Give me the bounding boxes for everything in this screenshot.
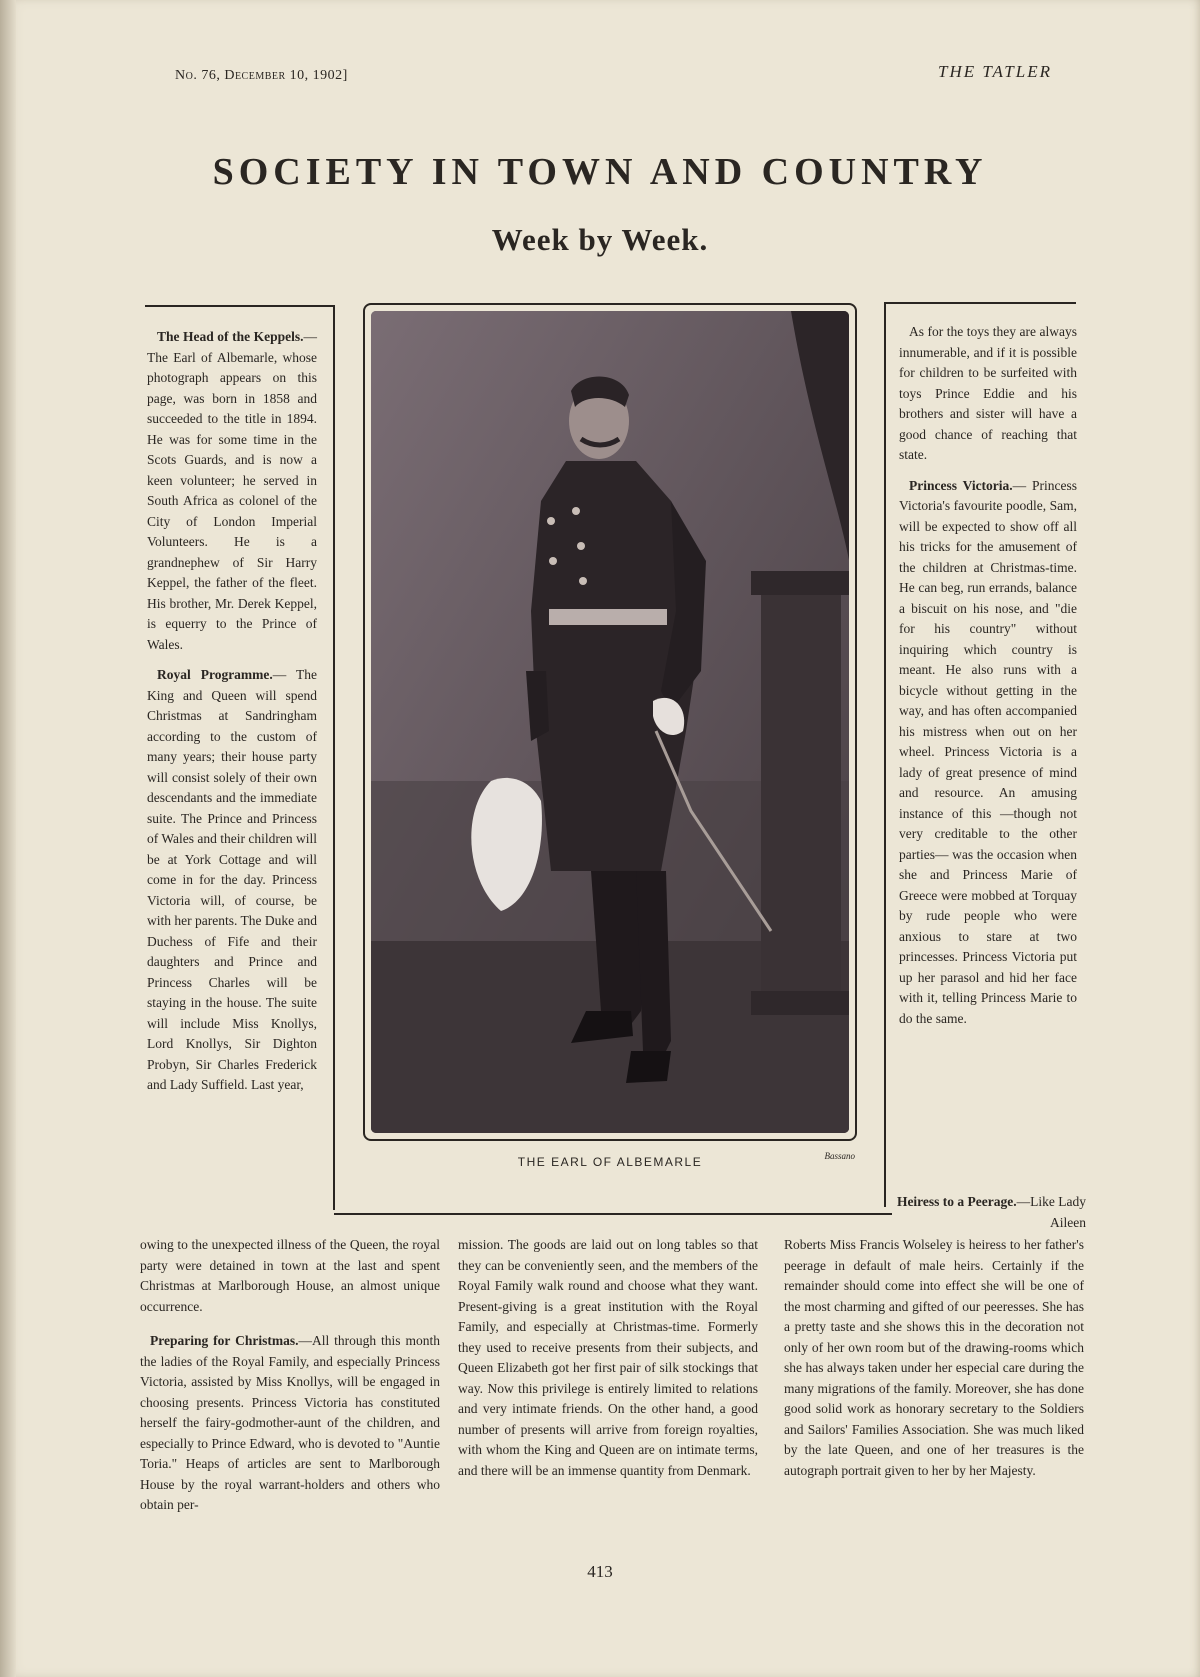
victoria-body: — Princess Victoria's favourite poodle, Sam, will be expected to show off all his tricks for the amusement of the children at Christmas-time. He can beg, run errands, balance a biscuit on his nose, and "die for his country" without inquiring which country is meant. He also runs with a bicycle without getting in the way, and has often accompanied his mistress when out on her wheel. Princess Victoria is a lady of great presence of mind and resource. An amusing instance of this —though not very creditable to the other parties— was the occasion when she and Princess Marie of Greece were mobbed at Torquay by rude people who were anxious to stare at two princesses. Princess Victoria put up her parasol and hid her face with it, telling Princess Marie to do the same. bbox=[899, 477, 1077, 1026]
preparing-body: —All through this month the ladies of the Royal Family, and especially Princess Victoria, assisted by Miss Knollys, will be engaged in choosing presents. Princess Victoria has constituted herself the fairy-godmother-aunt of the children, and especially to Prince Edward, who is devoted to "Auntie Toria." Heaps of articles are sent to Marlborough House by the royal warrant-holders and others who obtain per- bbox=[140, 1333, 440, 1512]
programme-continuation: owing to the unexpected illness of the Queen, the royal party were detained in town at the last and spent Christmas at Marlborough House, an almost unique occurrence. bbox=[140, 1237, 440, 1314]
bottom-column-3 bbox=[784, 1235, 1084, 1495]
left-column-text bbox=[145, 327, 317, 1096]
page-number: 413 bbox=[587, 1562, 613, 1581]
heiress-lead: —Like Lady Aileen bbox=[1016, 1194, 1086, 1230]
photo-border bbox=[363, 303, 857, 1141]
keppels-paragraph bbox=[147, 327, 317, 655]
photo-frame bbox=[334, 303, 892, 1215]
keppels-body: — The Earl of Albemarle, whose photograph appears on this page, was born in 1858 and succeeded to the title in 1894. He was for some time in the Scots Guards, and is now a keen volunteer; he served in South Africa as colonel of the City of London Imperial Volunteers. He is a grandnephew of Sir Harry Keppel, the father of the fleet. His brother, Mr. Derek Keppel, is equerry to the Prince of Wales. bbox=[147, 329, 317, 652]
bottom-column-1 bbox=[140, 1235, 440, 1530]
issue-line: No. 76, December 10, 1902] bbox=[175, 68, 348, 83]
portrait-figure-illustration bbox=[371, 311, 849, 1133]
toys-paragraph: As for the toys they are always innumerable, and if it is possible for children to be surfeited with toys Prince Eddie and his brothers and sister will have a good chance of reaching that state. bbox=[899, 324, 1077, 462]
keppels-title: The Head of the Keppels. bbox=[157, 329, 304, 344]
programme-body: — The King and Queen will spend Christmas at Sandringham according to the custom of many years; their house party will consist solely of their own descendants and the immediate suite. The Prince and Princess of Wales and their children will be at York Cottage and will come in for the day. Princess Victoria will, of course, be with her parents. The Duke and Duchess of Fife and their daughters and Prince and Princess Charles will be staying in the house. The suite will include Miss Knollys, Lord Knollys, Sir Dighton Probyn, Sir Charles Frederick and Lady Suffield. Last year, bbox=[147, 667, 317, 1092]
bottom-column-2 bbox=[458, 1235, 758, 1495]
left-column-box bbox=[145, 305, 335, 1210]
right-column-text bbox=[886, 322, 1077, 1029]
photo-caption: THE EARL OF ALBEMARLE bbox=[517, 1155, 703, 1169]
preparing-title: Preparing for Christmas. bbox=[150, 1333, 299, 1348]
magazine-name: THE TATLER bbox=[938, 62, 1052, 81]
preparing-paragraph bbox=[140, 1331, 440, 1516]
right-column-box bbox=[884, 302, 1076, 1207]
victoria-title: Princess Victoria. bbox=[909, 477, 1013, 493]
programme-paragraph bbox=[147, 665, 317, 1096]
page-headline: SOCIETY IN TOWN AND COUNTRY bbox=[212, 151, 988, 193]
portrait-photograph bbox=[371, 311, 849, 1133]
page-subheadline: Week by Week. bbox=[491, 222, 709, 257]
programme-title: Royal Programme. bbox=[157, 667, 273, 682]
photo-credit: Bassano bbox=[824, 1151, 855, 1161]
victoria-paragraph bbox=[899, 476, 1077, 1030]
heiress-heading bbox=[896, 1192, 1086, 1233]
preparing-continuation: mission. The goods are laid out on long tables so that they can be conveniently seen, and the members of the Royal Family walk round and choose what they want. Present-giving is a great institution with the Royal Family, and especially at Christmas-time. Formerly they used to receive presents from their subjects, and Queen Elizabeth got her first pair of silk stockings that way. Now this privilege is entirely limited to relations and very intimate friends. On the other hand, a good number of presents will arrive from foreign royalties, with whom the King and Queen are on intimate terms, and there will be an immense quantity from Denmark. bbox=[458, 1237, 758, 1478]
heiress-body: Roberts Miss Francis Wolseley is heiress to her father's peerage in default of male heirs. Certainly if the remainder should come into effect she will be one of the most charming and gifted of our peeresses. She has a pretty taste and she shows this in the decoration not only of her own room but of the drawing-rooms which she has always taken under her especial care during the many migrations of the family. Moreover, she has done good solid work as honorary secretary to the Soldiers and Sailors' Families Association. She was much liked by the late Queen, and one of her treasures is the autograph portrait given to her by her Majesty. bbox=[784, 1237, 1084, 1478]
heiress-title: Heiress to a Peerage. bbox=[896, 1194, 1017, 1209]
